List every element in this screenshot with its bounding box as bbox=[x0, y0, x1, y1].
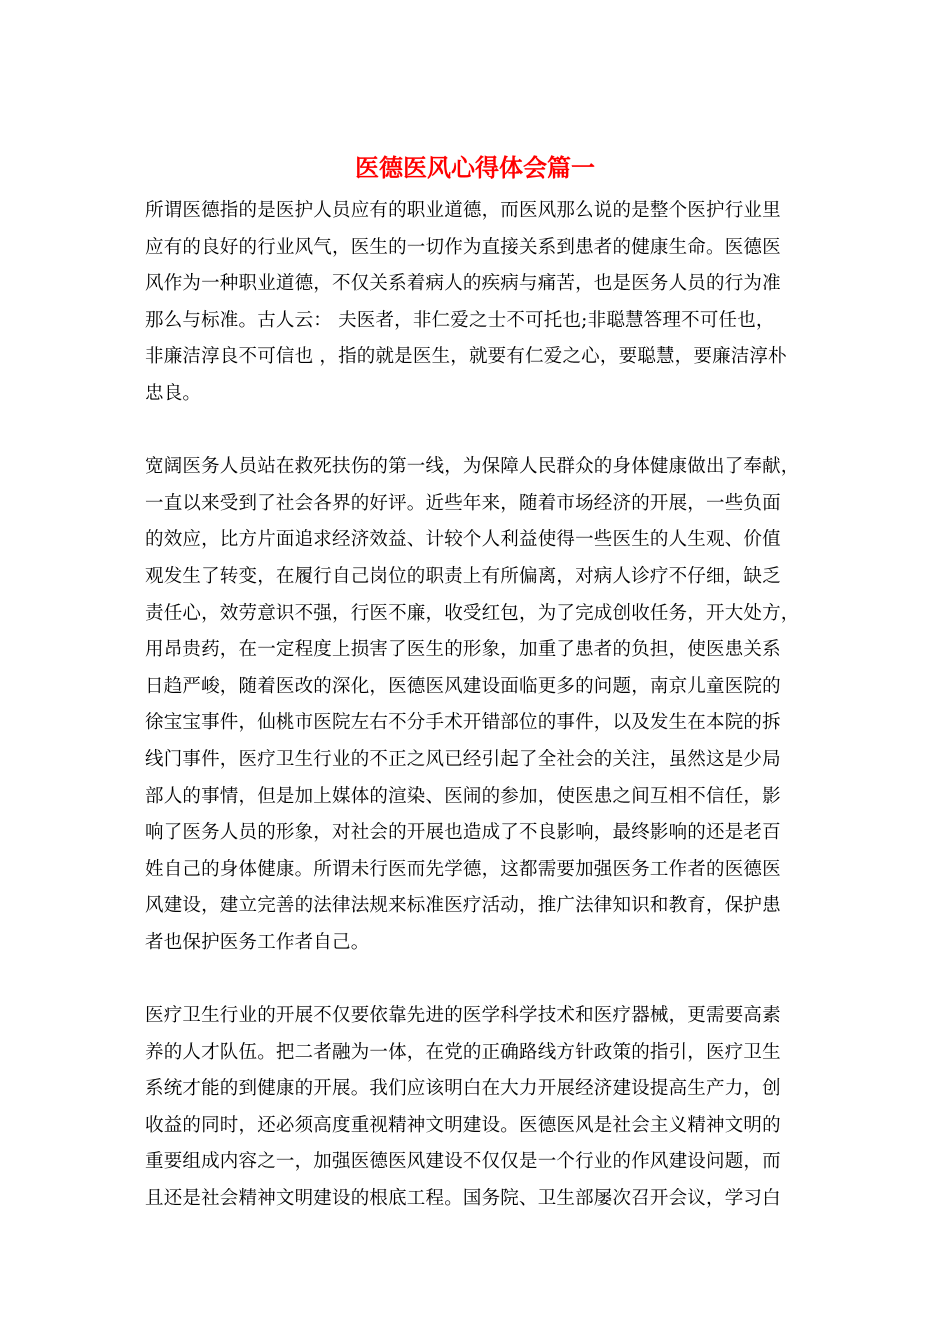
text-line: 重要组成内容之一，加强医德医风建设不仅仅是一个行业的作风建设问题，而 bbox=[145, 1151, 781, 1173]
text-line: 养的人才队伍。把二者融为一体，在党的正确路线方针政策的指引，医疗卫生 bbox=[145, 1041, 781, 1063]
text-line: 医疗卫生行业的开展不仅要依靠先进的医学科学技术和医疗器械，更需要高素 bbox=[145, 1005, 781, 1027]
paragraph-spacer bbox=[145, 413, 830, 450]
text-line: 观发生了转变，在履行自己岗位的职责上有所偏离，对病人诊疗不仔细，缺乏 bbox=[145, 565, 781, 587]
text-line: 部人的事情，但是加上媒体的渲染、医闹的参加，使医患之间互相不信任，影 bbox=[145, 785, 781, 807]
text-line: 系统才能的到健康的开展。我们应该明白在大力开展经济建设提高生产力，创 bbox=[145, 1078, 781, 1100]
text-line: 风作为一种职业道德，不仅关系着病人的疾病与痛苦，也是医务人员的行为准 bbox=[145, 273, 781, 295]
document-body bbox=[145, 193, 830, 1218]
text-line: 一直以来受到了社会各界的好评。近些年来，随着市场经济的开展，一些负面 bbox=[145, 492, 781, 514]
text-line: 风建设，建立完善的法律法规来标准医疗活动，推广法律知识和教育，保护患 bbox=[145, 895, 781, 917]
text-line: 应有的良好的行业风气，医生的一切作为直接关系到患者的健康生命。医德医 bbox=[145, 236, 781, 258]
text-line: 日趋严峻，随着医改的深化，医德医风建设面临更多的问题，南京儿童医院的 bbox=[145, 675, 781, 697]
text-line: 徐宝宝事件，仙桃市医院左右不分手术开错部位的事件，以及发生在本院的拆 bbox=[145, 712, 781, 734]
text-line: 者也保护医务工作者自己。 bbox=[145, 931, 370, 953]
document-title: 医德医风心得体会篇一 bbox=[355, 153, 595, 182]
text-line: 非廉洁淳良不可信也 ，指的就是医生，就要有仁爱之心，要聪慧，要廉洁淳朴 bbox=[145, 346, 787, 368]
text-line: 收益的同时，还必须高度重视精神文明建设。医德医风是社会主义精神文明的 bbox=[145, 1114, 781, 1136]
text-line: 且还是社会精神文明建设的根底工程。国务院、卫生部屡次召开会议，学习白 bbox=[145, 1188, 781, 1210]
text-line: 姓自己的身体健康。所谓未行医而先学德，这都需要加强医务工作者的医德医 bbox=[145, 858, 781, 880]
text-line: 所谓医德指的是医护人员应有的职业道德，而医风那么说的是整个医护行业里 bbox=[145, 200, 781, 221]
text-line: 那么与标准。古人云： 夫医者，非仁爱之士不可托也;非聪慧答理不可任也， bbox=[145, 309, 775, 331]
paragraph-spacer bbox=[145, 961, 830, 998]
text-line: 用昂贵药，在一定程度上损害了医生的形象，加重了患者的负担，使医患关系 bbox=[145, 639, 781, 661]
text-line: 线门事件，医疗卫生行业的不正之风已经引起了全社会的关注，虽然这是少局 bbox=[145, 748, 781, 770]
text-line: 的效应，比方片面追求经济效益、计较个人利益使得一些医生的人生观、价值 bbox=[145, 529, 781, 551]
text-line: 响了医务人员的形象，对社会的开展也造成了不良影响，最终影响的还是老百 bbox=[145, 822, 781, 844]
text-line: 忠良。 bbox=[145, 382, 202, 404]
text-line: 宽阔医务人员站在救死扶伤的第一线，为保障人民群众的身体健康做出了奉献， bbox=[145, 456, 800, 478]
text-line: 责任心，效劳意识不强，行医不廉，收受红包，为了完成创收任务，开大处方， bbox=[145, 602, 800, 624]
